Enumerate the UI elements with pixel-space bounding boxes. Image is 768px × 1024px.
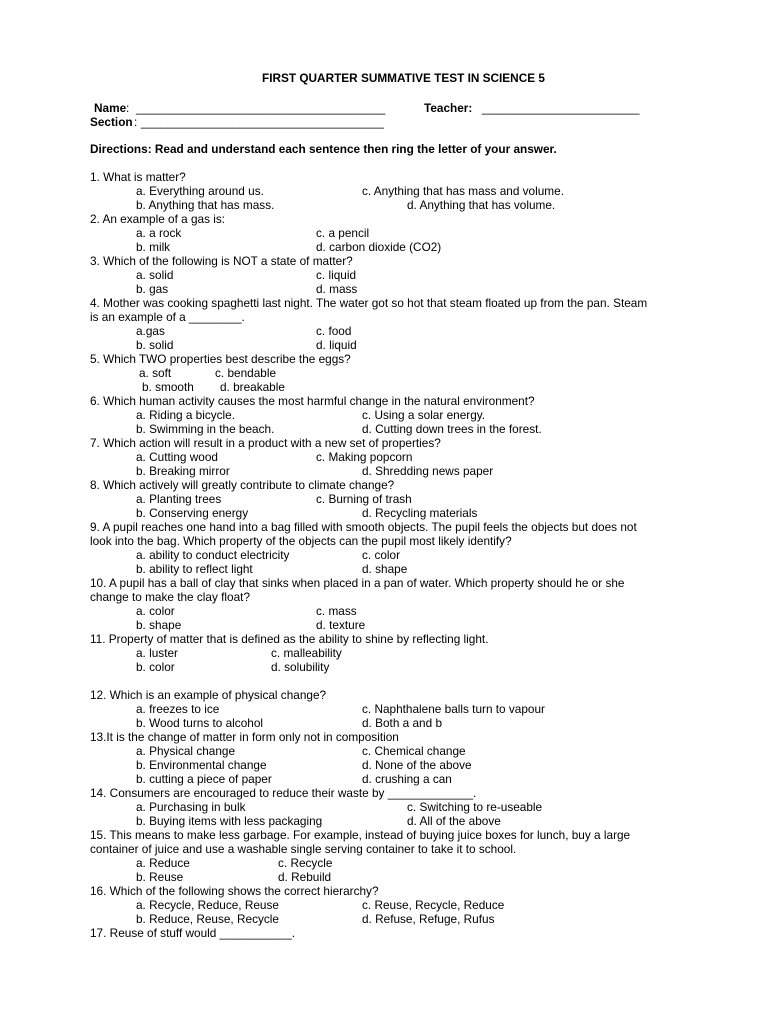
q14-option-b[interactable]: b. Buying items with less packaging <box>136 814 323 828</box>
q11-option-c[interactable]: c. malleability <box>271 646 342 660</box>
question-17: 17. Reuse of stuff would ___________. <box>90 926 296 940</box>
question-13: 13.It is the change of matter in form only not in composition <box>90 730 399 744</box>
q13-option-d[interactable]: d. None of the above <box>362 758 472 772</box>
q2-option-c[interactable]: c. a pencil <box>316 226 370 240</box>
q4-option-b[interactable]: b. solid <box>136 338 174 352</box>
page-title: FIRST QUARTER SUMMATIVE TEST IN SCIENCE 5 <box>262 71 545 85</box>
q10-option-a[interactable]: a. color <box>136 604 175 618</box>
q6-option-a[interactable]: a. Riding a bicycle. <box>136 408 236 422</box>
q5-option-c[interactable]: c. bendable <box>215 366 277 380</box>
question-2: 2. An example of a gas is: <box>90 212 226 226</box>
q12-option-a[interactable]: a. freezes to ice <box>136 702 220 716</box>
q3-option-a[interactable]: a. solid <box>136 268 174 282</box>
q1-option-b[interactable]: b. Anything that has mass. <box>136 198 275 212</box>
teacher-field[interactable]: ________________________ <box>482 101 640 115</box>
q2-option-a[interactable]: a. a rock <box>136 226 182 240</box>
name-colon: : <box>126 101 130 115</box>
question-4-cont: is an example of a ________. <box>90 310 245 324</box>
question-15-cont: container of juice and use a washable single serving container to take it to school. <box>90 842 517 856</box>
q12-option-c[interactable]: c. Naphthalene balls turn to vapour <box>362 702 545 716</box>
q10-option-b[interactable]: b. shape <box>136 618 182 632</box>
name-field[interactable]: ______________________________________ <box>136 101 386 115</box>
q7-option-b[interactable]: b. Breaking mirror <box>136 464 230 478</box>
q1-option-a[interactable]: a. Everything around us. <box>136 184 264 198</box>
q13-option-b[interactable]: b. Environmental change <box>136 758 267 772</box>
question-10: 10. A pupil has a ball of clay that sinks when placed in a pan of water. Which property should he or she <box>90 576 625 590</box>
q10-option-c[interactable]: c. mass <box>316 604 357 618</box>
q16-option-b[interactable]: b. Reduce, Reuse, Recycle <box>136 912 279 926</box>
q9-option-b[interactable]: b. ability to reflect light <box>136 562 253 576</box>
q5-option-b[interactable]: b. smooth <box>142 380 194 394</box>
q4-option-c[interactable]: c. food <box>316 324 352 338</box>
q12-option-d[interactable]: d. Both a and b <box>362 716 443 730</box>
q16-option-d[interactable]: d. Refuse, Refuge, Rufus <box>362 912 495 926</box>
q14-option-c[interactable]: c. Switching to re-useable <box>407 800 543 814</box>
q7-option-a[interactable]: a. Cutting wood <box>136 450 218 464</box>
directions: Directions: Read and understand each sentence then ring the letter of your answer. <box>90 142 557 156</box>
q15-option-d[interactable]: d. Rebuild <box>278 870 332 884</box>
q8-option-c[interactable]: c. Burning of trash <box>316 492 412 506</box>
q4-option-a[interactable]: a.gas <box>136 324 165 338</box>
question-9-cont: look into the bag. Which property of the objects can the pupil most likely identify? <box>90 534 512 548</box>
q9-option-c[interactable]: c. color <box>362 548 401 562</box>
q5-option-d[interactable]: d. breakable <box>220 380 285 394</box>
question-10-cont: change to make the clay float? <box>90 590 251 604</box>
question-16: 16. Which of the following shows the correct hierarchy? <box>90 884 379 898</box>
q3-option-b[interactable]: b. gas <box>136 282 169 296</box>
q13-option-a[interactable]: a. Physical change <box>136 744 236 758</box>
q10-option-d[interactable]: d. texture <box>316 618 366 632</box>
question-1: 1. What is matter? <box>90 170 186 184</box>
section-colon: : <box>134 115 138 129</box>
q8-option-d[interactable]: d. Recycling materials <box>362 506 478 520</box>
q15-option-b[interactable]: b. Reuse <box>136 870 184 884</box>
q12-option-b[interactable]: b. Wood turns to alcohol <box>136 716 264 730</box>
q3-option-c[interactable]: c. liquid <box>316 268 356 282</box>
q9-option-d[interactable]: d. shape <box>362 562 408 576</box>
q7-option-d[interactable]: d. Shredding news paper <box>362 464 494 478</box>
question-5: 5. Which TWO properties best describe the eggs? <box>90 352 351 366</box>
name-label: Name <box>94 101 127 115</box>
q1-option-c[interactable]: c. Anything that has mass and volume. <box>362 184 564 198</box>
section-field[interactable]: _____________________________________ <box>141 115 384 129</box>
q6-option-b[interactable]: b. Swimming in the beach. <box>136 422 275 436</box>
q14-option-a[interactable]: a. Purchasing in bulk <box>136 800 246 814</box>
q15-option-a[interactable]: a. Reduce <box>136 856 190 870</box>
q6-option-d[interactable]: d. Cutting down trees in the forest. <box>362 422 542 436</box>
q14-option-d[interactable]: d. All of the above <box>407 814 501 828</box>
q3-option-d[interactable]: d. mass <box>316 282 358 296</box>
question-7: 7. Which action will result in a product with a new set of properties? <box>90 436 441 450</box>
question-6: 6. Which human activity causes the most harmful change in the natural environment? <box>90 394 535 408</box>
q11-option-d[interactable]: d. solubility <box>271 660 330 674</box>
q13-option-d2[interactable]: d. crushing a can <box>362 772 452 786</box>
q11-option-b[interactable]: b. color <box>136 660 175 674</box>
question-3: 3. Which of the following is NOT a state of matter? <box>90 254 353 268</box>
q8-option-a[interactable]: a. Planting trees <box>136 492 222 506</box>
q5-option-a[interactable]: a. soft <box>139 366 172 380</box>
q16-option-a[interactable]: a. Recycle, Reduce, Reuse <box>136 898 279 912</box>
q1-option-d[interactable]: d. Anything that has volume. <box>407 198 556 212</box>
q7-option-c[interactable]: c. Making popcorn <box>316 450 413 464</box>
q11-option-a[interactable]: a. luster <box>136 646 178 660</box>
question-11: 11. Property of matter that is defined as the ability to shine by reflecting light. <box>90 632 489 646</box>
q4-option-d[interactable]: d. liquid <box>316 338 357 352</box>
q2-option-b[interactable]: b. milk <box>136 240 171 254</box>
question-4: 4. Mother was cooking spaghetti last night. The water got so hot that steam floated up from the pan. Steam <box>90 296 648 310</box>
q9-option-a[interactable]: a. ability to conduct electricity <box>136 548 290 562</box>
question-15: 15. This means to make less garbage. For example, instead of buying juice boxes for lunch, buy a large <box>90 828 631 842</box>
q16-option-c[interactable]: c. Reuse, Recycle, Reduce <box>362 898 505 912</box>
q6-option-c[interactable]: c. Using a solar energy. <box>362 408 486 422</box>
q13-option-c[interactable]: c. Chemical change <box>362 744 466 758</box>
question-14: 14. Consumers are encouraged to reduce their waste by _____________. <box>90 786 477 800</box>
question-8: 8. Which actively will greatly contribute to climate change? <box>90 478 395 492</box>
section-label: Section <box>90 115 133 129</box>
teacher-label: Teacher: <box>424 101 473 115</box>
q13-option-b2[interactable]: b. cutting a piece of paper <box>136 772 272 786</box>
question-9: 9. A pupil reaches one hand into a bag filled with smooth objects. The pupil feels the objects but does not <box>90 520 637 534</box>
q15-option-c[interactable]: c. Recycle <box>278 856 333 870</box>
question-12: 12. Which is an example of physical change? <box>90 688 327 702</box>
q8-option-b[interactable]: b. Conserving energy <box>136 506 249 520</box>
q2-option-d[interactable]: d. carbon dioxide (CO2) <box>316 240 442 254</box>
